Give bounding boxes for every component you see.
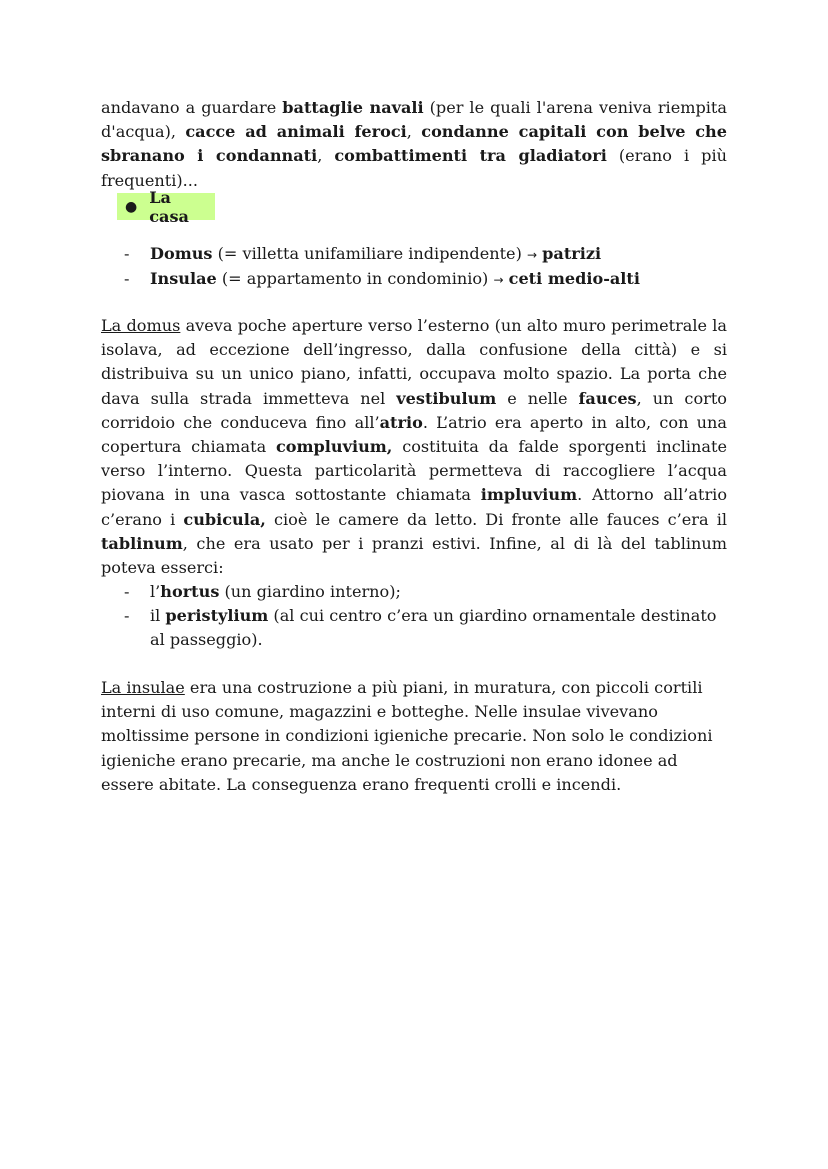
bullet-dot-icon: ● — [125, 198, 138, 215]
highlighted-bullet-heading — [117, 187, 215, 226]
insulae-paragraph: La insulae era una costruzione a più piani, in muratura, con piccoli cortili interni di uso comune, magazzini e botteghe. Nelle insulae vivevano moltissime persone in condizioni igieniche precarie. Non solo le condizioni igieniche erano precarie, ma anche le costruzioni non erano idonee ad essere abitate. La conseguenza erano frequenti crolli e incendi. — [101, 678, 713, 794]
arrow-right-icon: → — [526, 248, 538, 262]
intro-paragraph: andavano a guardare battaglie navali (per le quali l'arena veniva riempita d'acqua), cacce ad animali feroci, condanne capitali con belve che sbranano i condannati, combattimenti tra gladiatori (erano i più frequenti)... — [101, 98, 727, 190]
domus-extras-list — [124, 580, 727, 653]
list-item: - l’hortus (un giardino interno); — [124, 582, 401, 601]
list-item: - Insulae (= appartamento in condominio) → ceti medio-alti — [124, 269, 640, 289]
house-types-list — [124, 242, 727, 292]
arrow-right-icon: → — [493, 273, 504, 288]
list-item: - Domus (= villetta unifamiliare indipendente) → patrizi — [124, 244, 602, 263]
domus-paragraph: La domus aveva poche aperture verso l’esterno (un alto muro perimetrale la isolava, ad eccezione dell’ingresso, dalla confusione della città) e si distribuiva su un unico piano, infatti, occupava molto spazio. La porta che dava sulla strada immetteva nel vestibulum e nelle fauces, un corto corridoio che conduceva fino all’atrio. L’atrio era aperto in alto, con una copertura chiamata compluvium, costituita da falde sporgenti inclinate verso l’interno. Questa particolarità permetteva di raccogliere l’acqua piovana in una vasca sottostante chiamata impluvium. Attorno all’atrio c’erano i cubicula, cioè le camere da letto. Di fronte alle fauces c’era il tablinum, che era usato per i pranzi estivi. Infine, al di là del tablinum poteva esserci: — [101, 316, 728, 578]
bullet-heading-label: La casa — [149, 187, 189, 226]
list-item: - il peristylium (al cui centro c’era un giardino ornamentale destinato al passeggio). — [124, 606, 717, 650]
